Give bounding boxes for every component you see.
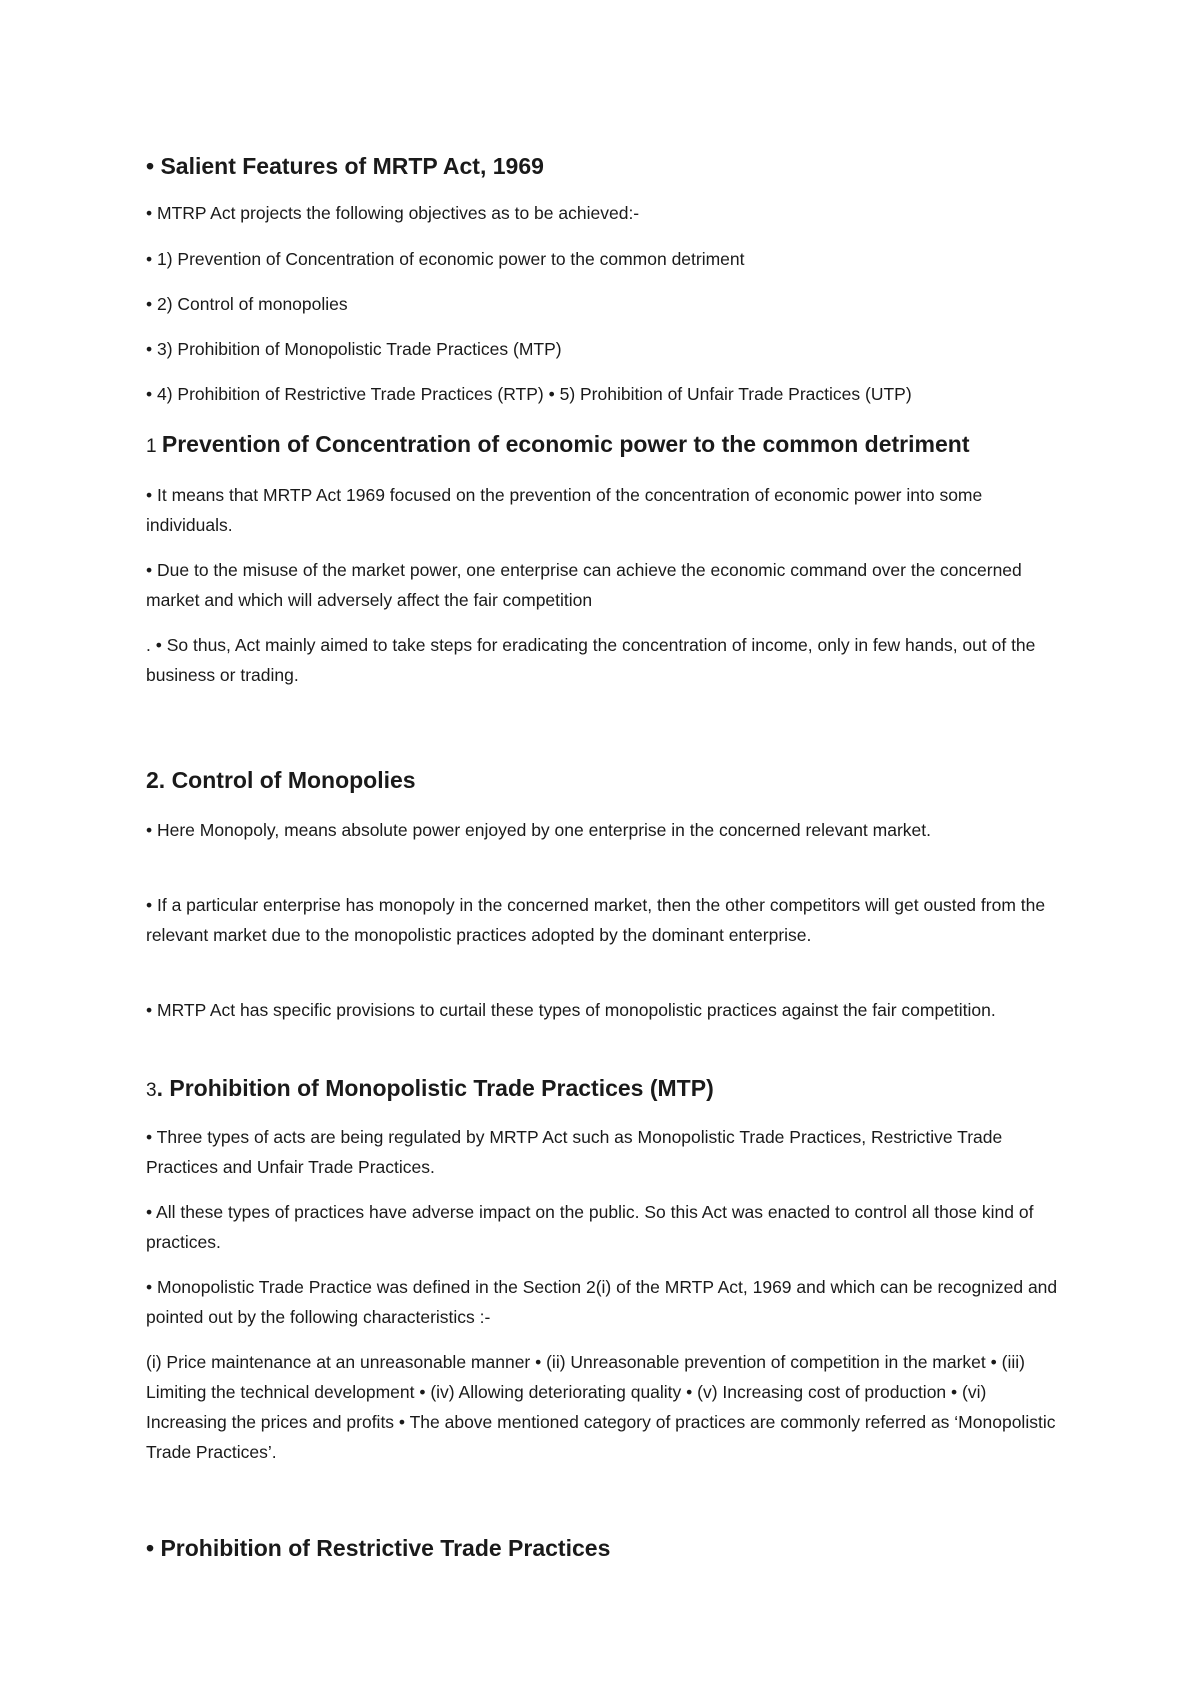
section4-heading: • Prohibition of Restrictive Trade Practices bbox=[146, 1535, 611, 1561]
section3-number: 3 bbox=[146, 1080, 157, 1101]
objectives-intro: • MTRP Act projects the following objectives as to be achieved:- bbox=[146, 203, 640, 223]
section3-paragraph: (i) Price maintenance at an unreasonable manner • (ii) Unreasonable prevention of competition in the market • (iii) Limiting the technical development • (iv) Allowing deteriorating quality • (v) Increasing cost of production • (vi) Increasing the prices and profits • The above mentioned category of practices are commonly referred as ‘Monopolistic Trade Practices’. bbox=[146, 1352, 1056, 1462]
section3-paragraph: • Monopolistic Trade Practice was defined in the Section 2(i) of the MRTP Act, 1969 and which can be recognized and pointed out by the following characteristics :- bbox=[146, 1277, 1058, 1327]
section1-heading bbox=[146, 428, 969, 463]
objective-item: • 1) Prevention of Concentration of economic power to the common detriment bbox=[146, 249, 745, 269]
objective-item: • 4) Prohibition of Restrictive Trade Practices (RTP) • 5) Prohibition of Unfair Trade Practices (UTP) bbox=[146, 384, 912, 404]
section1-paragraph: • Due to the misuse of the market power, one enterprise can achieve the economic command over the concerned market and which will adversely affect the fair competition bbox=[146, 560, 1022, 610]
section3-paragraph: • Three types of acts are being regulated by MRTP Act such as Monopolistic Trade Practices, Restrictive Trade Practices and Unfair Trade Practices. bbox=[146, 1127, 1003, 1177]
section3-title: . Prohibition of Monopolistic Trade Practices (MTP) bbox=[156, 1075, 714, 1101]
section1-number: 1 bbox=[146, 436, 162, 457]
section2-heading: 2. Control of Monopolies bbox=[146, 767, 416, 793]
main-heading: • Salient Features of MRTP Act, 1969 bbox=[146, 153, 544, 179]
section3-heading bbox=[146, 1072, 714, 1107]
section2-paragraph: • MRTP Act has specific provisions to curtail these types of monopolistic practices against the fair competition. bbox=[146, 1000, 996, 1020]
section1-title: Prevention of Concentration of economic power to the common detriment bbox=[161, 431, 970, 457]
section3-paragraph: • All these types of practices have adverse impact on the public. So this Act was enacted to control all those kind of practices. bbox=[146, 1202, 1034, 1252]
section1-paragraph: • It means that MRTP Act 1969 focused on the prevention of the concentration of economic power into some individuals. bbox=[146, 485, 983, 535]
section2-paragraph: • If a particular enterprise has monopoly in the concerned market, then the other competitors will get ousted from the relevant market due to the monopolistic practices adopted by the dominant enterprise. bbox=[146, 895, 1046, 945]
section1-paragraph: . • So thus, Act mainly aimed to take steps for eradicating the concentration of income, only in few hands, out of the business or trading. bbox=[146, 635, 1036, 685]
section2-paragraph: • Here Monopoly, means absolute power enjoyed by one enterprise in the concerned relevant market. bbox=[146, 820, 931, 840]
objective-item: • 2) Control of monopolies bbox=[146, 294, 348, 314]
objective-item: • 3) Prohibition of Monopolistic Trade Practices (MTP) bbox=[146, 339, 562, 359]
